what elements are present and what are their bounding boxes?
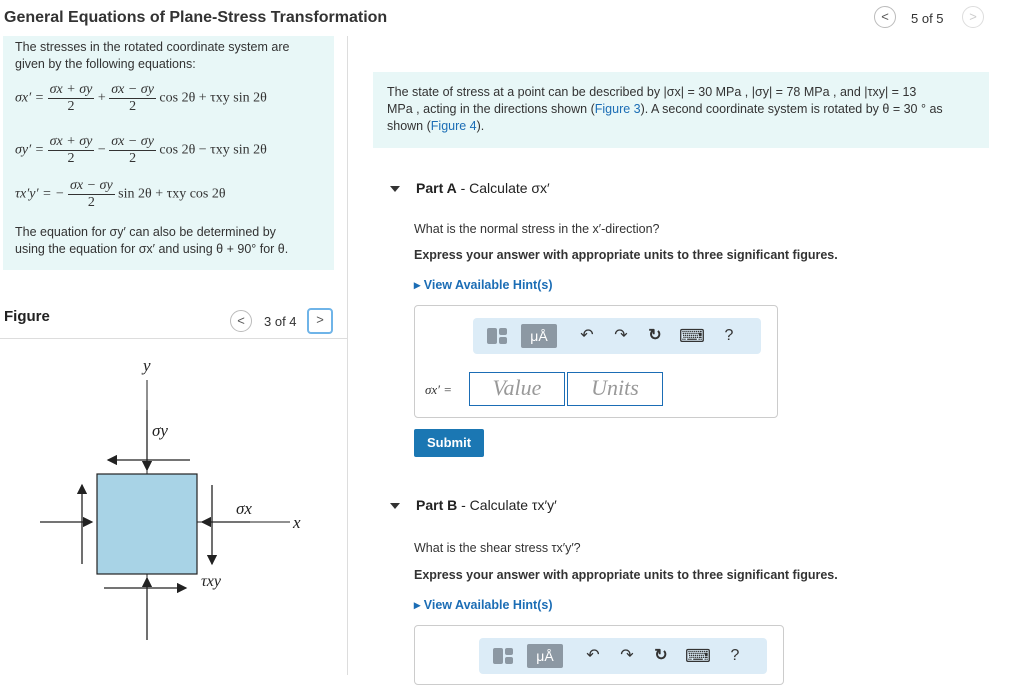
equation-tau-prime: τx′y′ = − $\frac{\sigma x - \sigma y}{2}$ sin 2θ + τxy cos 2θ (15, 178, 226, 210)
stress-element-figure (0, 340, 347, 675)
part-a-answer-box (414, 305, 778, 418)
units-mu-icon[interactable]: μÅ (527, 644, 563, 668)
figure-3-link[interactable]: Figure 3 (594, 102, 641, 116)
note-line-1: The equation for σy′ can also be determined by (15, 225, 276, 239)
figure-4-link[interactable]: Figure 4 (430, 119, 477, 133)
next-page-button[interactable]: > (962, 6, 984, 28)
part-b-answer-box (414, 625, 784, 685)
page-indicator: 5 of 5 (911, 11, 944, 26)
figure-rule (0, 338, 347, 339)
part-b-hint-link[interactable]: ▸ View Available Hint(s) (414, 598, 553, 612)
sigma-x-label: σx (236, 499, 252, 518)
redo-icon[interactable]: ↷ (620, 647, 634, 664)
sigma-y-label: σy (152, 421, 168, 440)
y-axis-label: y (143, 356, 151, 375)
prev-page-button[interactable]: < (874, 6, 896, 28)
page-title: General Equations of Plane-Stress Transformation (4, 9, 388, 26)
undo-icon[interactable]: ↶ (580, 327, 594, 344)
submit-button[interactable]: Submit (414, 429, 484, 457)
part-b-question: What is the shear stress τx′y′? (414, 541, 581, 555)
redo-icon[interactable]: ↷ (614, 327, 628, 344)
keyboard-icon[interactable]: ⌨ (679, 326, 705, 346)
problem-statement-panel (373, 72, 989, 148)
units-input[interactable]: Units (567, 372, 663, 406)
value-input[interactable]: Value (469, 372, 565, 406)
reset-icon[interactable]: ↻ (654, 647, 668, 664)
part-a-question: What is the normal stress in the x′-direction? (414, 222, 660, 236)
equation-sigma-y-prime: σy′ = $\frac{\sigma x + \sigma y}{2}$ − $\frac{\sigma x - \sigma y}{2}$ cos 2θ − τxy sin 2θ (15, 134, 267, 166)
help-icon[interactable]: ? (724, 327, 734, 344)
template-icon[interactable] (479, 324, 515, 348)
part-b-collapse-icon[interactable] (390, 503, 400, 509)
part-a-instruction: Express your answer with appropriate units to three significant figures. (414, 248, 838, 262)
problem-line-2: MPa , acting in the directions shown (Figure 3). A second coordinate system is rotated by θ = 30 ° as (387, 102, 943, 116)
part-a-toolbar (473, 318, 761, 354)
reset-icon[interactable]: ↻ (648, 327, 662, 344)
equation-sigma-x-prime: σx′ = $\frac{\sigma x + \sigma y}{2}$ + $\frac{\sigma x - \sigma y}{2}$ cos 2θ + τxy sin 2θ (15, 82, 267, 114)
part-a-variable-label: σx′ = (425, 382, 453, 397)
stress-element-square (97, 474, 197, 574)
problem-line-3: shown (Figure 4). (387, 119, 485, 133)
keyboard-icon[interactable]: ⌨ (685, 646, 711, 666)
x-axis-label: x (293, 513, 301, 532)
part-b-heading[interactable]: Part B - Calculate τx′y′ (416, 497, 557, 513)
part-b-instruction: Express your answer with appropriate units to three significant figures. (414, 568, 838, 582)
units-mu-icon[interactable]: μÅ (521, 324, 557, 348)
figure-prev-button[interactable]: < (230, 310, 252, 332)
intro-line-2: given by the following equations: (15, 57, 196, 71)
figure-pager: 3 of 4 (264, 314, 297, 329)
part-b-toolbar (479, 638, 767, 674)
column-divider (347, 36, 348, 675)
header-bar (0, 0, 1015, 36)
tau-label: τxy (201, 573, 221, 590)
part-a-heading[interactable]: Part A - Calculate σx′ (416, 180, 550, 196)
template-icon[interactable] (485, 644, 521, 668)
help-icon[interactable]: ? (730, 647, 740, 664)
part-a-hint-link[interactable]: ▸ View Available Hint(s) (414, 278, 553, 292)
intro-line-1: The stresses in the rotated coordinate system are (15, 40, 290, 54)
note-line-2: using the equation for σx′ and using θ + 90° for θ. (15, 242, 289, 256)
part-a-collapse-icon[interactable] (390, 186, 400, 192)
figure-heading: Figure (4, 308, 50, 325)
figure-next-button[interactable]: > (307, 308, 333, 334)
equations-panel (3, 36, 334, 270)
problem-text (387, 84, 977, 135)
undo-icon[interactable]: ↶ (586, 647, 600, 664)
problem-line-1: The state of stress at a point can be described by |σx| = 30 MPa , |σy| = 78 MPa , and |τxy| = 13 (387, 85, 917, 99)
